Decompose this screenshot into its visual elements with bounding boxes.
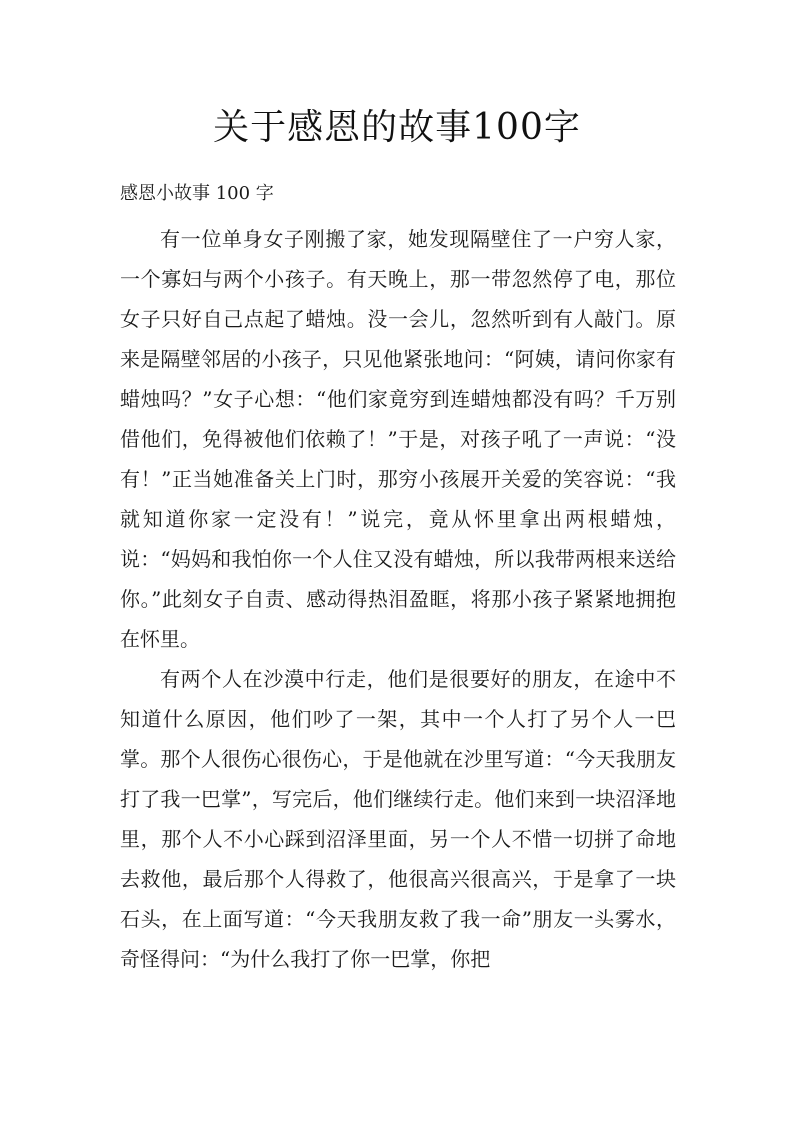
paragraph-candle-story: 有一位单身女子刚搬了家，她发现隔壁住了一户穷人家，一个寡妇与两个小孩子。有天晚上，那一带忽然停了电，那位女子只好自己点起了蜡烛。没一会儿，忽然听到有人敲门。原来是隔壁邻居的小孩子，只见他紧张地问：“阿姨，请问你家有蜡烛吗？”女子心想：“他们家竟穷到连蜡烛都没有吗？千万别借他们，免得被他们依赖了！”于是，对孩子吼了一声说：“没有！”正当她准备关上门时，那穷小孩展开关爱的笑容说：“我就知道你家一定没有！”说完，竟从怀里拿出两根蜡烛，说：“妈妈和我怕你一个人住又没有蜡烛，所以我带两根来送给你。”此刻女子自责、感动得热泪盈眶，将那小孩子紧紧地拥抱在怀里。 — [120, 227, 676, 651]
document-title: 关于感恩的故事100字 — [213, 107, 581, 148]
document-subtitle: 感恩小故事 100 字 — [120, 183, 274, 204]
paragraph-desert-friends-story: 有两个人在沙漠中行走，他们是很要好的朋友，在途中不知道什么原因，他们吵了一架，其中一个人打了另个人一巴掌。那个人很伤心很伤心，于是他就在沙里写道：“今天我朋友打了我一巴掌”，写完后，他们继续行走。他们来到一块沼泽地里，那个人不小心踩到沼泽里面，另一个人不惜一切拼了命地去救他，最后那个人得救了，他很高兴很高兴，于是拿了一块石头，在上面写道：“今天我朋友救了我一命”朋友一头雾水，奇怪得问：“为什么我打了你一巴掌，你把 — [120, 667, 676, 971]
document-body — [120, 219, 676, 979]
